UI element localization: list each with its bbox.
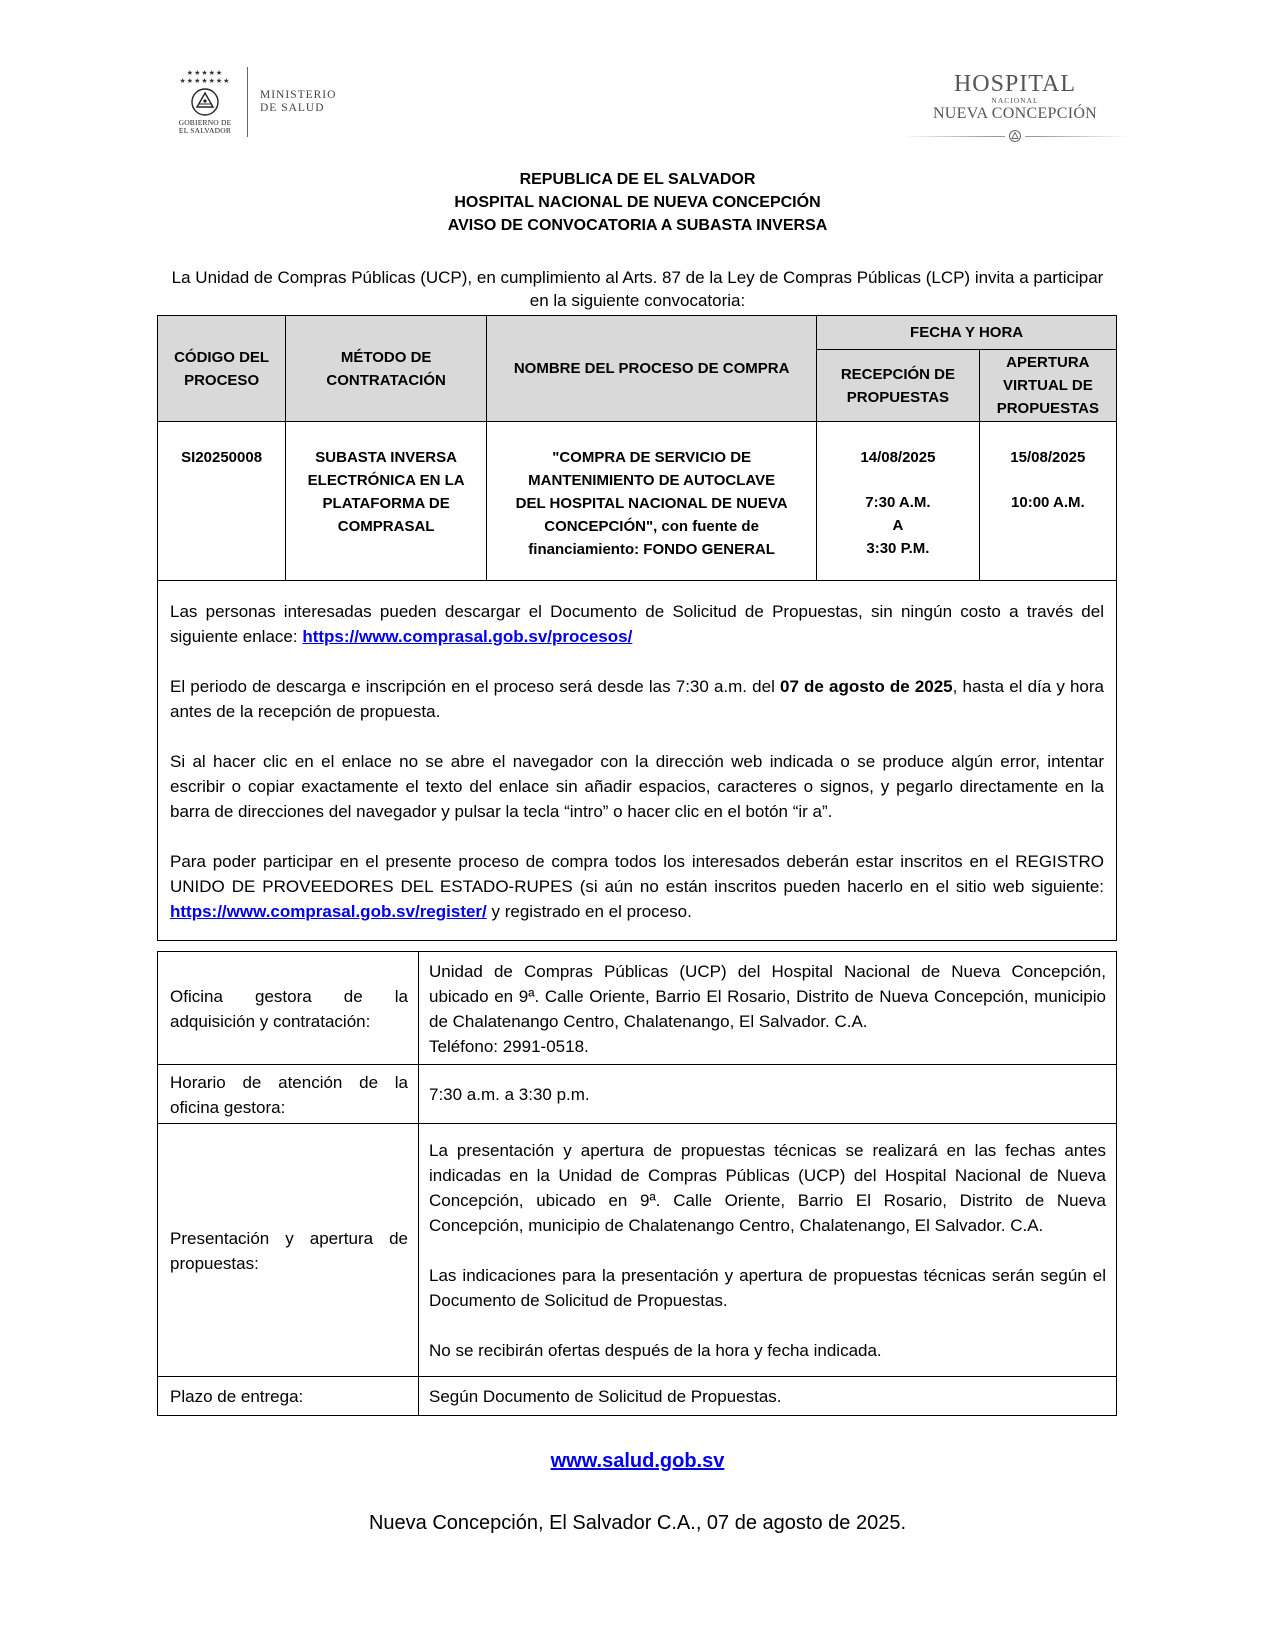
apertura-hora: 10:00 A.M. — [1011, 494, 1085, 511]
paragraph-enlace-ayuda: Si al hacer clic en el enlace no se abre el navegador con la dirección web indicada o se produce algún error, intentar escribir o copiar exactamente el texto del enlace sin añadir espacios, caracteres o signos, y pegarlo directamente en la barra de direcciones del navegador y pulsar la tecla “intro” o hacer clic en el botón “ir a”. — [170, 752, 1104, 821]
register-link[interactable]: https://www.comprasal.gob.sv/register/ — [170, 902, 487, 921]
rupes-text-a: Para poder participar en el presente proceso de compra todos los interesados deberán estar inscritos en el REGISTRO UNIDO DE PROVEEDORES DEL ESTADO-RUPES (si aún no están inscritos pueden hacerlo en el sitio web siguiente: — [170, 852, 1104, 896]
ministry-name — [260, 89, 336, 115]
hospital-logo — [895, 72, 1135, 143]
presentacion-p2: Las indicaciones para la presentación y apertura de propuestas técnicas serán según el Documento de Solicitud de Propuestas. — [429, 1266, 1106, 1310]
info-row-presentacion — [158, 1124, 1117, 1377]
document-titles — [0, 168, 1275, 237]
presentacion-p3: No se recibirán ofertas después de la hora y fecha indicada. — [429, 1341, 882, 1360]
cell-recepcion — [817, 422, 980, 581]
ministry-line-1: MINISTERIO — [260, 89, 337, 101]
cell-metodo: SUBASTA INVERSA ELECTRÓNICA EN LA PLATAFORMA DE COMPRASAL — [286, 422, 487, 581]
info-label-oficina: Oficina gestora de la adquisición y contratación: — [158, 952, 419, 1065]
small-seal-icon — [1005, 129, 1025, 143]
stars-icon: ★★★★★ ★★★★★★★ — [179, 69, 231, 85]
info-table — [157, 951, 1117, 1416]
header-fecha-hora: FECHA Y HORA — [817, 316, 1117, 350]
paragraph-periodo — [170, 674, 1104, 724]
footer-date-line: Nueva Concepción, El Salvador C.A., 07 de agosto de 2025. — [368, 1512, 906, 1534]
rupes-text-b: y registrado en el proceso. — [486, 902, 692, 921]
title-line-3: AVISO DE CONVOCATORIA A SUBASTA INVERSA — [447, 217, 828, 234]
footer-link-wrap — [0, 1450, 1275, 1473]
info-label-presentacion: Presentación y apertura de propuestas: — [158, 1124, 419, 1377]
header-recepcion: RECEPCIÓN DE PROPUESTAS — [817, 350, 980, 422]
periodo-text-b: , hasta el día y hora antes de la recepción de propuesta. — [170, 677, 1104, 721]
presentacion-p1: La presentación y apertura de propuestas técnicas se realizará en las fechas antes indicadas en la Unidad de Compras Públicas (UCP) del Hospital Nacional de Nueva Concepción, ubicado en 9ª. Calle Oriente, Barrio El Rosario, Distrito de Nueva Concepción, municipio de Chalatenango Centro, Chalatenango, El Salvador. C.A. — [429, 1141, 1106, 1235]
info-label-horario: Horario de atención de la oficina gestora: — [158, 1065, 419, 1124]
periodo-fecha: 07 de agosto de 2025 — [779, 677, 953, 696]
recepcion-hora-inicio: 7:30 A.M. — [865, 494, 931, 511]
info-row-oficina — [158, 952, 1117, 1065]
title-line-2: HOSPITAL NACIONAL DE NUEVA CONCEPCIÓN — [454, 194, 821, 211]
info-label-plazo: Plazo de entrega: — [158, 1377, 419, 1416]
ministry-logo — [175, 66, 336, 138]
hospital-logo-line-2: NACIONAL — [991, 96, 1039, 105]
convocatoria-table — [157, 315, 1117, 941]
hospital-logo-line-3: NUEVA CONCEPCIÓN — [932, 105, 1098, 122]
ministry-line-2: DE SALUD — [260, 102, 325, 114]
title-line-1: REPUBLICA DE EL SALVADOR — [519, 171, 756, 188]
cell-apertura — [979, 422, 1116, 581]
logo-divider — [247, 67, 248, 137]
paragraph-rupes — [170, 849, 1104, 924]
procesos-link[interactable]: https://www.comprasal.gob.sv/procesos/ — [302, 627, 633, 646]
periodo-text-a: El periodo de descarga e inscripción en el proceso será desde las 7:30 a.m. del — [170, 677, 780, 696]
recepcion-hora-fin: 3:30 P.M. — [866, 540, 930, 557]
seal-caption-1: GOBIERNO DE — [178, 117, 232, 127]
header-metodo: MÉTODO DE CONTRATACIÓN — [286, 316, 487, 422]
header-nombre: NOMBRE DEL PROCESO DE COMPRA — [487, 316, 817, 422]
info-value-oficina — [419, 952, 1117, 1065]
header-apertura: APERTURA VIRTUAL DE PROPUESTAS — [979, 350, 1116, 422]
seal-caption-2: EL SALVADOR — [178, 125, 232, 135]
recepcion-fecha: 14/08/2025 — [860, 449, 936, 466]
info-value-plazo: Según Documento de Solicitud de Propuestas. — [419, 1377, 1117, 1416]
oficina-direccion: Unidad de Compras Públicas (UCP) del Hospital Nacional de Nueva Concepción, ubicado en 9ª. Calle Oriente, Barrio El Rosario, Distrito de Nueva Concepción, municipio de Chalatenango Centro, Chalatenango, El Salvador. C.A. — [429, 961, 1106, 1031]
hospital-logo-line-1: HOSPITAL — [953, 71, 1077, 97]
cell-nombre: "COMPRA DE SERVICIO DE MANTENIMIENTO DE AUTOCLAVE DEL HOSPITAL NACIONAL DE NUEVA CONCEPCIÓN", con fuente de financiamiento: FONDO GENERAL — [487, 422, 817, 581]
government-seal — [175, 70, 235, 135]
info-row-horario — [158, 1065, 1117, 1124]
paragraph-descarga — [170, 599, 1104, 649]
info-value-horario: 7:30 a.m. a 3:30 p.m. — [419, 1065, 1117, 1124]
intro-paragraph: La Unidad de Compras Públicas (UCP), en cumplimiento al Arts. 87 de la Ley de Compras Públicas (LCP) invita a participar en la siguiente convocatoria: — [171, 268, 1104, 310]
salud-website-link[interactable]: www.salud.gob.sv — [550, 1450, 725, 1472]
descarga-text: Las personas interesadas pueden descargar el Documento de Solicitud de Propuestas, sin ningún costo a través del siguiente enlace: — [170, 602, 1104, 646]
header-codigo: CÓDIGO DEL PROCESO — [158, 316, 286, 422]
info-value-presentacion — [419, 1124, 1117, 1377]
oficina-telefono: Teléfono: 2991-0518. — [429, 1036, 589, 1056]
cell-codigo: SI20250008 — [158, 422, 286, 581]
hospital-logo-rule — [900, 129, 1130, 143]
instructions-cell — [158, 581, 1117, 941]
coat-of-arms-icon — [188, 87, 222, 117]
apertura-fecha: 15/08/2025 — [1010, 449, 1086, 466]
recepcion-hora-a: A — [892, 517, 904, 534]
info-row-plazo — [158, 1377, 1117, 1416]
